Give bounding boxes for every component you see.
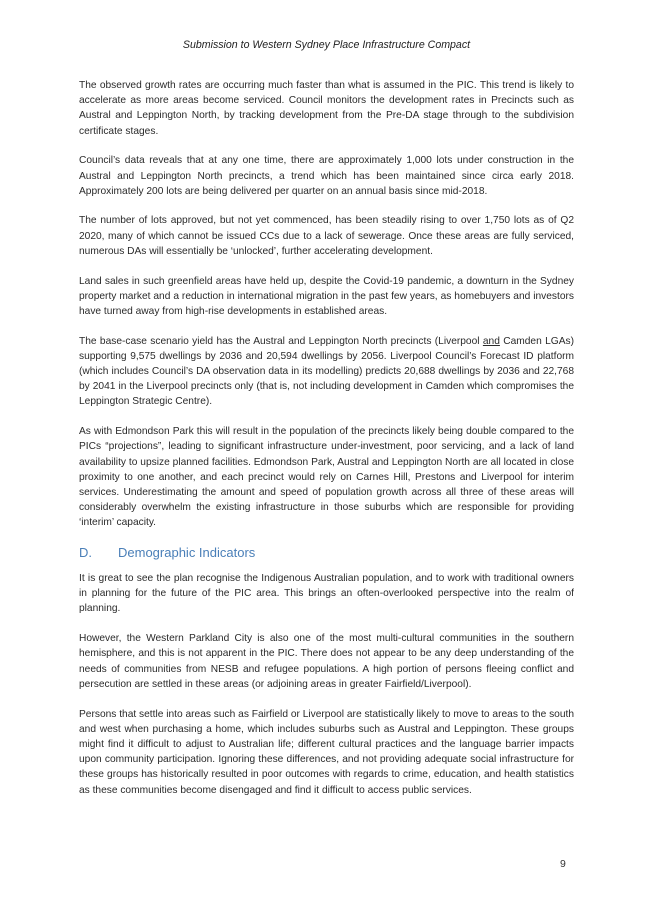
paragraph-edmondson-park: As with Edmondson Park this will result in the population of the precincts likely being double compared to the PICs “projections”, leading to significant infrastructure under-investment, poor servicing, and a lack of land availability to upsize planned facilities. Edmondson Park, Austral and Leppington North are all located in close proximity to one another, and each precinct would rely on Carnes Hill, Prestons and Liverpool for interim services. Underestimating the amount and speed of population growth across all three of these areas will considerably overwhelm the existing infrastructure in those suburbs which are responsible for providing ‘interim’ capacity. [79,426,574,529]
paragraph-settlement: Persons that settle into areas such as Fairfield or Liverpool are statistically likely to move to areas to the south and west when purchasing a home, which includes suburbs such as Austral and Leppington. These groups might find it difficult to adjust to Australian life; different cultural practices and the language barrier impacts upon community participation. Ignoring these differences, and not providing adequate social infrastructure for these groups has historically resulted in poor outcomes with regards to crime, education, and health statistics as these communities become disengaged and find it difficult to access public services. [79,708,574,796]
page-number: 9 [560,858,566,870]
base-case-text-2: Camden LGAs) supporting 9,575 dwellings by 2036 and 20,594 dwellings by 2056. Liverpool Council’s Forecast ID platform (which includes Council’s DA observation data in its modelling) predicts 20,688 dwellings by 2036 and 22,768 by 2041 in the Liverpool precincts only (that is, not including development in Camden which compromises the Leppington Strategic Centre). [79,335,574,408]
paragraph-multicultural: However, the Western Parkland City is also one of the most multi-cultural communities in the southern hemisphere, and this is not apparent in the PIC. There does not appear to be any deep understanding of the needs of communities from NESB and refugee populations. A high portion of persons fleeing conflict and persecution are settled in these areas (or adjoining areas in greater Fairfield/Liverpool). [79,633,574,690]
paragraph-lots-approved: The number of lots approved, but not yet commenced, has been steadily rising to over 1,750 lots as of Q2 2020, many of which cannot be issued CCs due to a lack of sewerage. Once these areas are fully serviced, numerous DAs will essentially be ‘unlocked’, further accelerating development. [79,215,574,257]
section-heading [79,545,574,560]
paragraph-land-sales: Land sales in such greenfield areas have held up, despite the Covid-19 pandemic, a downturn in the Sydney property market and a reduction in international migration in the past few years, as homebuyers and investors have turned away from high-rise developments in established areas. [79,275,574,317]
section-title: Demographic Indicators [118,545,256,561]
page-header: Submission to Western Sydney Place Infrastructure Compact [182,39,471,51]
paragraph-base-case [79,334,574,410]
document-body [79,78,574,812]
paragraph-indigenous: It is great to see the plan recognise the Indigenous Australian population, and to work with traditional owners in planning for the future of the PIC area. This brings an often-overlooked perspective into the realm of planning. [79,573,574,615]
section-letter: D. [79,545,92,561]
base-case-text-1: The base-case scenario yield has the Austral and Leppington North precincts (Liverpool [79,335,483,347]
paragraph-council-data: Council’s data reveals that at any one time, there are approximately 1,000 lots under construction in the Austral and Leppington North precincts, a trend which has been maintained since circa early 2018. Approximately 200 lots are being delivered per quarter on an annual basis since mid-2018. [79,155,574,197]
underlined-and: and [482,335,500,347]
paragraph-growth-rates: The observed growth rates are occurring much faster than what is assumed in the PIC. This trend is likely to accelerate as more areas become serviced. Council monitors the development rates in Precincts such as Austral and Leppington North, by tracking development from the Pre-DA stage through to the subdivision certificate stages. [79,80,574,137]
